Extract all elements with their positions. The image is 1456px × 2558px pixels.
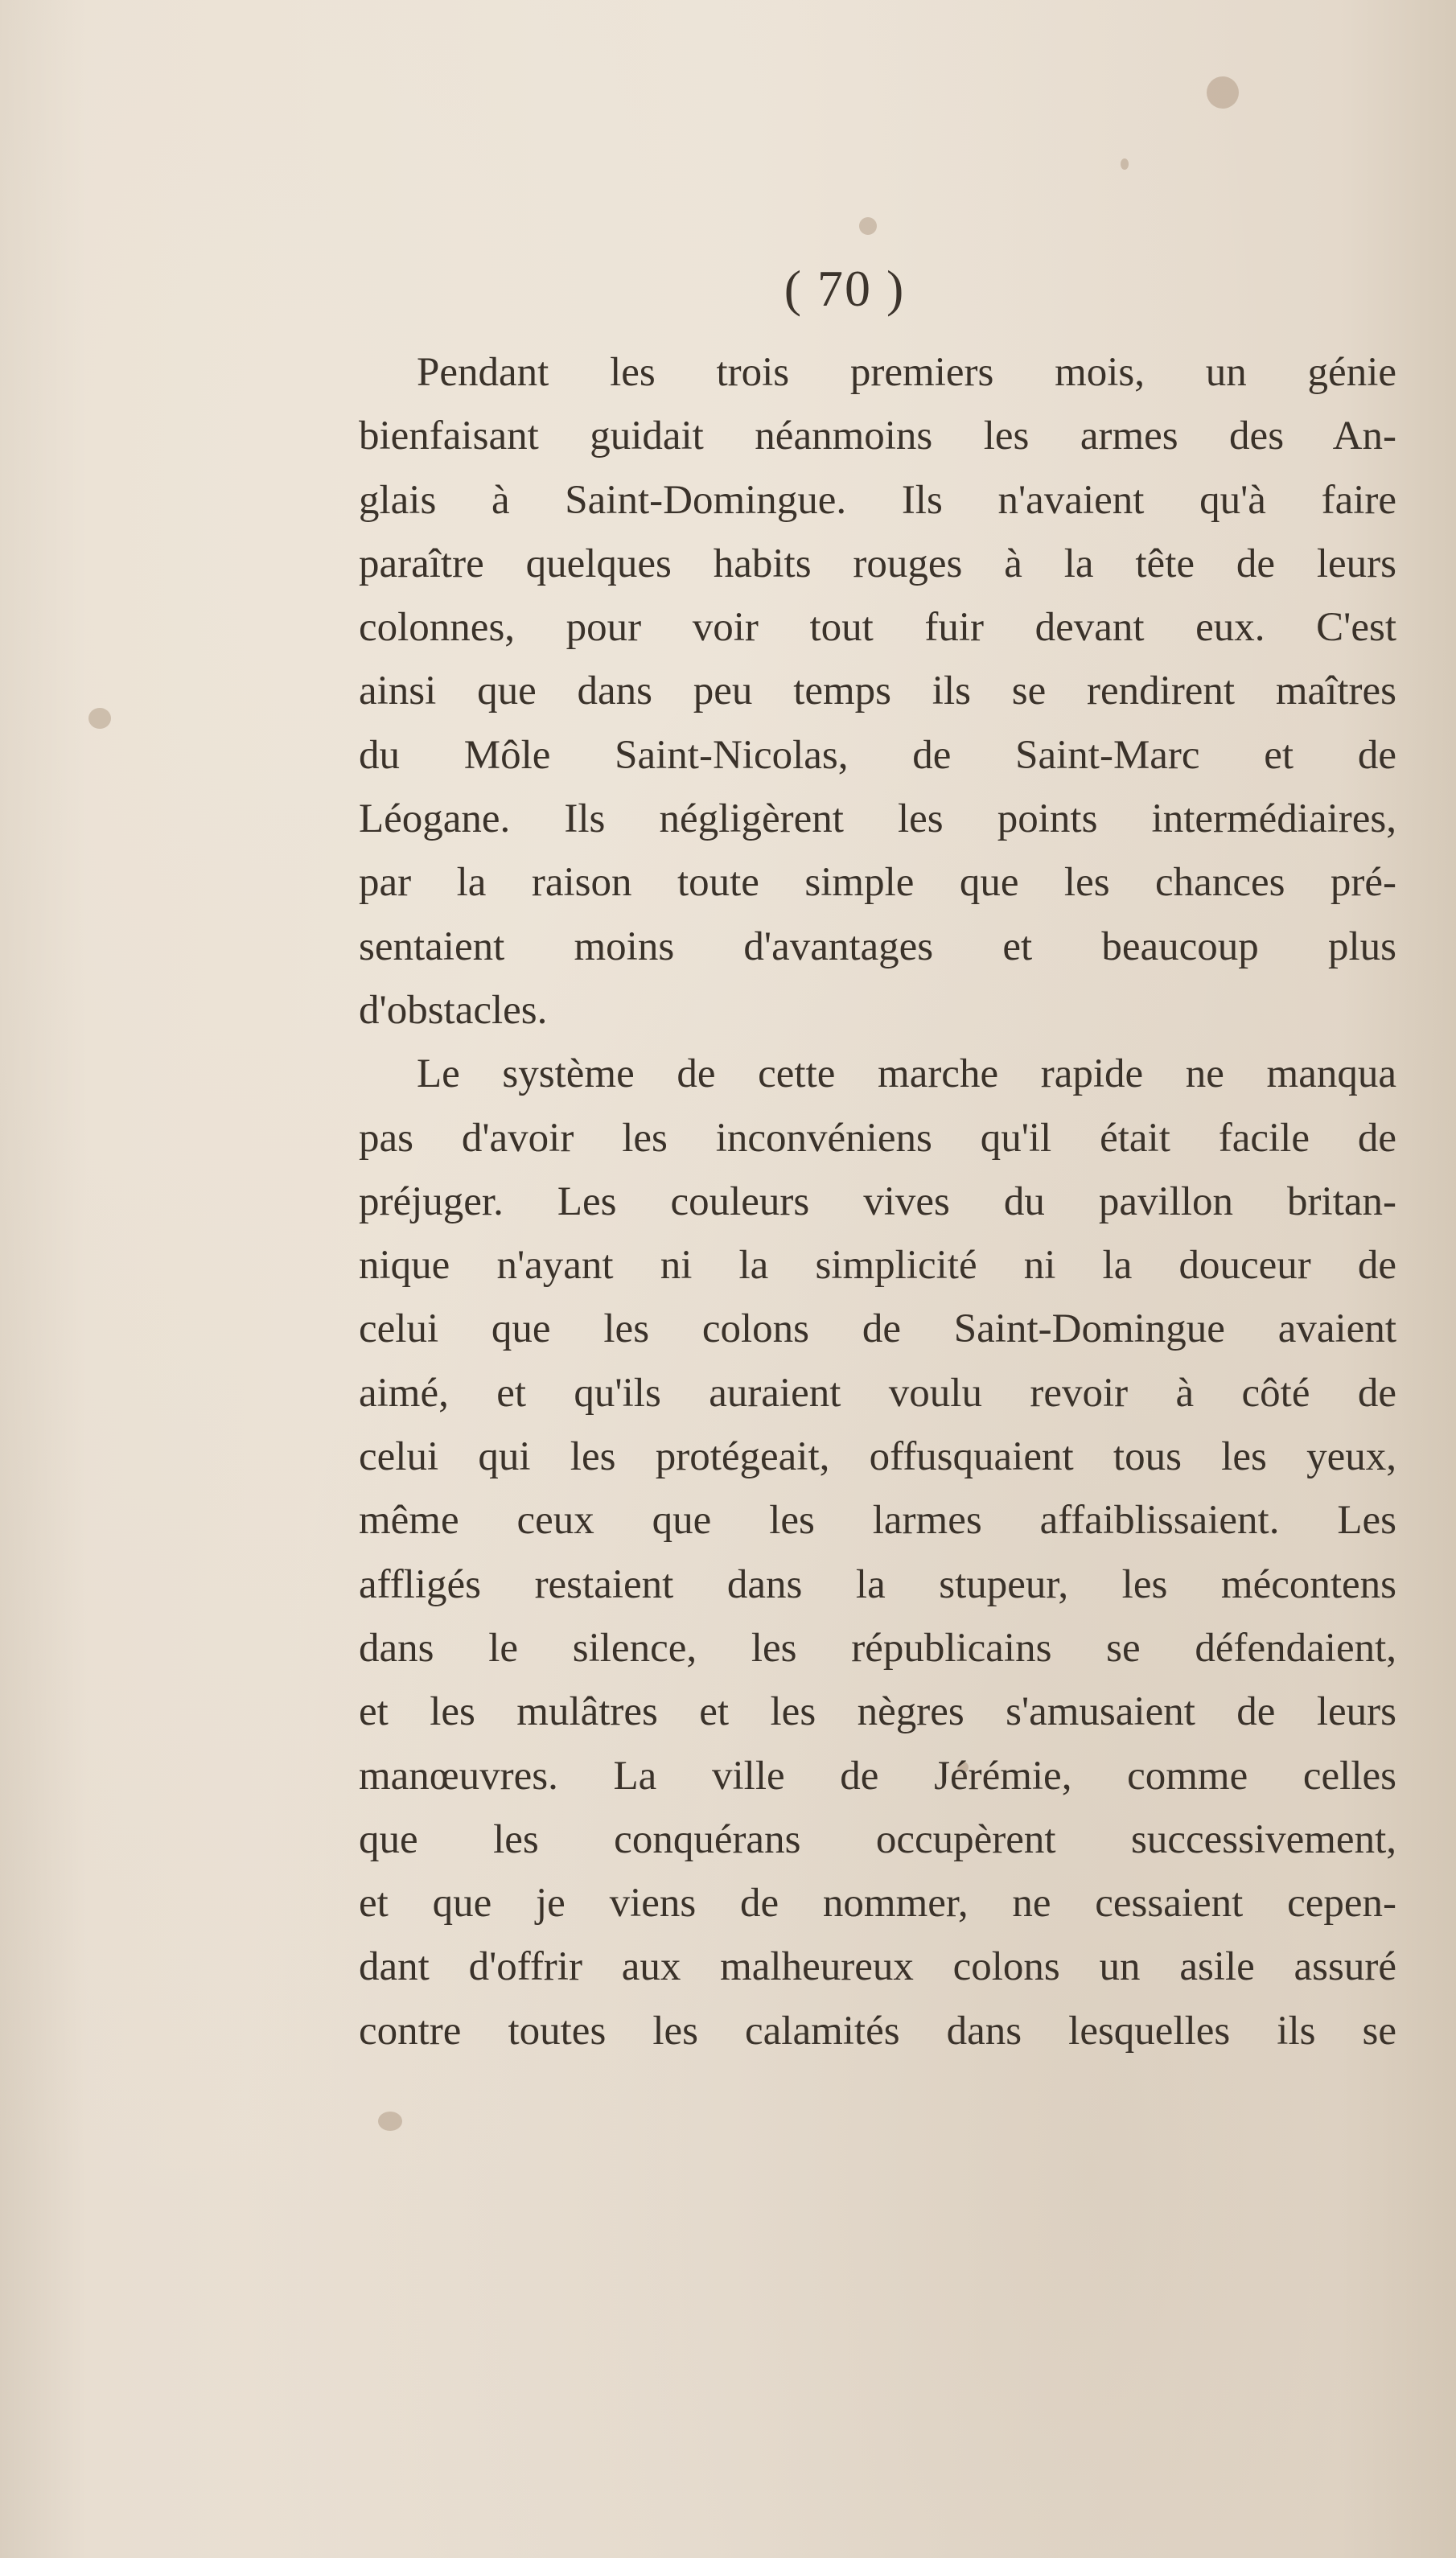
text-line: colonnes, pour voir tout fuir devant eux. C'est	[359, 605, 1396, 651]
text-line: Léogane. Ils négligèrent les points intermédiaires,	[359, 796, 1396, 842]
text-line: que les conquérans occupèrent successivement,	[359, 1816, 1396, 1862]
foxing-spot	[1207, 76, 1239, 109]
foxing-spot	[88, 708, 111, 729]
text-line: bienfaisant guidait néanmoins les armes des An-	[359, 413, 1396, 459]
text-line: préjuger. Les couleurs vives du pavillon britan-	[359, 1178, 1396, 1224]
text-line: du Môle Saint-Nicolas, de Saint-Marc et de	[359, 732, 1396, 778]
text-line: Pendant les trois premiers mois, un génie	[417, 350, 1396, 395]
text-line: d'obstacles.	[359, 987, 548, 1033]
text-line: affligés restaient dans la stupeur, les mécontens	[359, 1561, 1396, 1607]
text-line: dant d'offrir aux malheureux colons un asile assuré	[359, 1944, 1396, 1990]
text-line: celui qui les protégeait, offusquaient tous les yeux,	[359, 1434, 1396, 1480]
text-line: et les mulâtres et les nègres s'amusaient de leurs	[359, 1689, 1396, 1735]
text-line: même ceux que les larmes affaiblissaient. Les	[359, 1498, 1396, 1544]
text-line: sentaient moins d'avantages et beaucoup plus	[359, 923, 1396, 969]
text-line: paraître quelques habits rouges à la tête de leurs	[359, 541, 1396, 586]
text-line: dans le silence, les républicains se défendaient,	[359, 1625, 1396, 1671]
text-line: manœuvres. La ville de Jérémie, comme celles	[359, 1753, 1396, 1799]
text-line: glais à Saint-Domingue. Ils n'avaient qu'à faire	[359, 477, 1396, 523]
body-text	[359, 341, 1396, 2063]
text-line: et que je viens de nommer, ne cessaient cepen-	[359, 1881, 1396, 1927]
text-line: celui que les colons de Saint-Domingue avaient	[359, 1306, 1396, 1352]
text-line: Le système de cette marche rapide ne manqua	[417, 1051, 1396, 1097]
text-line: par la raison toute simple que les chances pré-	[359, 860, 1396, 906]
text-line: pas d'avoir les inconvéniens qu'il était facile de	[359, 1115, 1396, 1161]
foxing-spot	[859, 217, 877, 235]
page-number: ( 70 )	[784, 260, 906, 317]
foxing-spot	[1121, 158, 1129, 170]
text-line: ainsi que dans peu temps ils se rendirent maîtres	[359, 668, 1396, 714]
text-line: aimé, et qu'ils auraient voulu revoir à côté de	[359, 1370, 1396, 1416]
foxing-spot	[378, 2112, 402, 2131]
text-line: contre toutes les calamités dans lesquelles ils se	[359, 2008, 1396, 2054]
text-line: nique n'ayant ni la simplicité ni la douceur de	[359, 1243, 1396, 1289]
